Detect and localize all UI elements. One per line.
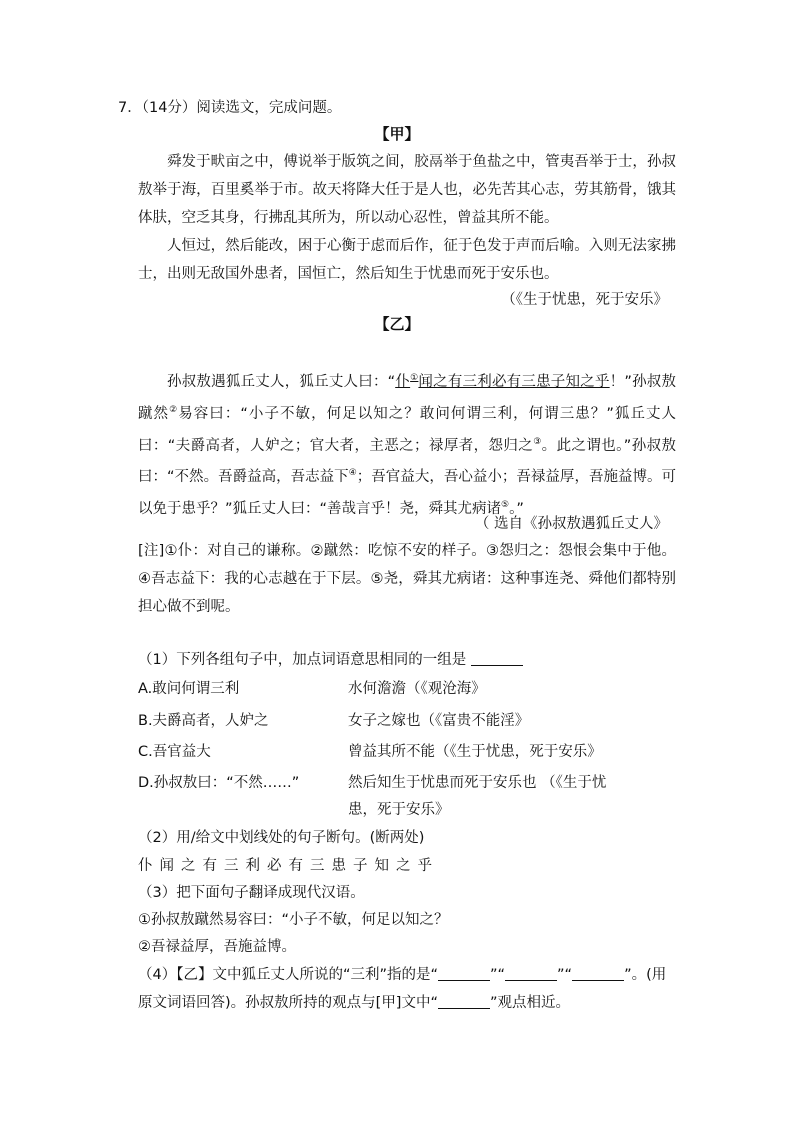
section-title-yi: 【乙】	[374, 315, 420, 333]
annotation-notes: [注]①仆：对自己的谦称。②蹴然：吃惊不安的样子。③怨归之：怨恨会集中于他。④吾志益下：我的心志越在于下层。⑤尧，舜其尤病诸：这种事连尧、舜他们都特别担心做不到呢。	[138, 543, 676, 615]
question-4-text: ”“	[557, 967, 573, 983]
question-4-text: ”观点相近。	[489, 995, 570, 1011]
option-c-left: C.吾官益大	[138, 744, 211, 760]
answer-blank[interactable]	[505, 966, 557, 982]
question-3-sentence-1: ①孙叔敖蹴然易容曰：“小子不敏，何足以知之？	[138, 912, 449, 928]
answer-blank[interactable]	[572, 966, 624, 982]
passage-jia-paragraph-1: 舜发于畎亩之中，傅说举于版筑之间，胶鬲举于鱼盐之中，管夷吾举于士，孙叔敖举于海，百里奚举于市。故天将降大任于是人也，必先苦其心志，劳其筋骨，饿其体肤，空乏其身，行拂乱其所为，所以动心忍性，曾益其所不能。	[138, 154, 676, 226]
passage-yi-text: ！”孙叔敖蹴然	[138, 373, 677, 422]
question-header: 7．（14分）阅读选文，完成问题。	[118, 100, 342, 116]
passage-jia-source: （《生于忧患，死于安乐》	[501, 292, 668, 308]
question-1-stem-text: （1）下列各组句子中，加点词语意思相同的一组是	[138, 652, 467, 668]
section-title-jia: 【甲】	[374, 125, 420, 143]
option-c-right: 曾益其所不能（《生于忧患，死于安乐》	[348, 744, 602, 760]
option-d-right-continued: 患，死于安乐》	[348, 802, 450, 818]
passage-yi-text: 。此之谓也。”孙叔敖曰：“不然。吾爵益高，吾志益下	[138, 437, 676, 486]
passage-yi-text: 易容曰：“小子不敏，何足以知之？敢问何谓三利，何谓三患？”狐丘丈人曰：“夫爵高者，人妒之；官大者，主恶之；禄厚者，怨归之	[138, 405, 676, 454]
passage-jia-paragraph-2: 人恒过，然后能改，困于心衡于虑而后作，征于色发于声而后喻。入则无法家拂士，出则无敌国外患者，国恒亡，然后知生于忧患而死于安乐也。	[138, 238, 676, 282]
option-d-right: 然后知生于忧患而死于安乐也 （《生于忧	[348, 775, 607, 791]
question-4-text: ”“	[490, 967, 506, 983]
passage-yi-text: ；吾官益大，吾心益小；吾禄益厚，吾施益博。可以免于患乎？”狐丘丈人曰：“善哉言乎！尧，舜其尤病诸	[138, 469, 677, 518]
answer-blank[interactable]	[438, 994, 490, 1010]
question-2-stem: （2）用/给文中划线处的句子断句。(断两处)	[138, 830, 425, 846]
question-4-text: ”。(用	[624, 967, 667, 983]
passage-jia	[138, 148, 676, 288]
question-4-line-1	[138, 963, 666, 984]
footnote-marker-5: ⑤	[501, 500, 510, 511]
question-1-stem	[138, 648, 523, 669]
question-4-text: （4）【乙】文中狐丘丈人所说的“三利”指的是“	[138, 967, 439, 983]
question-2-sentence: 仆闻之有三利必有三患子知之乎	[138, 858, 439, 874]
passage-yi-source: （ 选自《孙叔敖遇狐丘丈人》	[474, 516, 668, 532]
passage-yi-text: 。”	[509, 501, 524, 518]
footnote-marker-1: ①	[410, 373, 419, 383]
answer-blank[interactable]	[438, 966, 490, 982]
passage-yi-text: 孙叔敖遇狐丘丈人，狐丘丈人曰：“	[167, 373, 396, 390]
passage-yi-paragraph	[138, 364, 676, 523]
option-b-right: 女子之嫁也（《富贵不能淫》	[348, 713, 530, 729]
question-3-stem: （3）把下面句子翻译成现代汉语。	[138, 885, 365, 901]
answer-blank[interactable]	[471, 651, 523, 667]
option-a-right: 水何澹澹（《观沧海》	[348, 681, 486, 697]
question-4-text: 原文词语回答)。孙叔敖所持的观点与[甲]文中“	[138, 995, 438, 1011]
option-b-left: B.夫爵高者，人妒之	[138, 713, 269, 729]
question-4-line-2	[138, 991, 570, 1012]
underlined-sentence-part-1: 仆	[395, 373, 411, 390]
underlined-sentence-part-2: 闻之有三利必有三患子知之乎	[418, 373, 610, 390]
option-a-left: A.敢问何谓三利	[138, 681, 240, 697]
footnote-marker-4: ④	[348, 468, 357, 479]
option-d-left: D.孙叔敖曰：“不然……”	[138, 775, 300, 791]
question-3-sentence-2: ②吾禄益厚，吾施益博。	[138, 939, 296, 955]
passage-yi	[138, 364, 676, 523]
footnote-marker-2: ②	[169, 404, 179, 415]
footnote-marker-3: ③	[533, 436, 542, 447]
